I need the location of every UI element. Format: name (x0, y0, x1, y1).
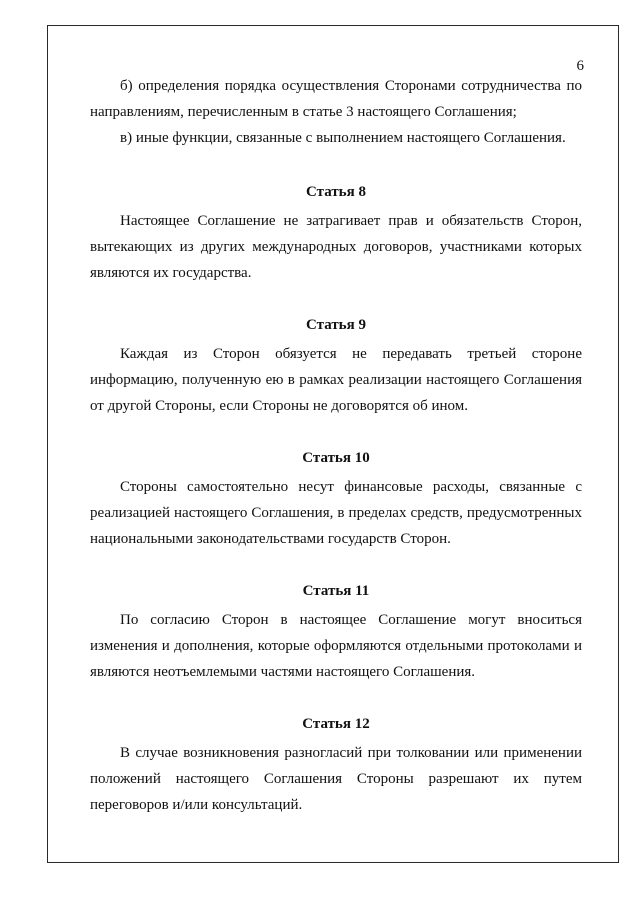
intro-paragraph-b: б) определения порядка осуществления Сторонами сотрудничества по направлениям, перечисленным в статье 3 настоящего Соглашения; (90, 78, 582, 120)
article-text: По согласию Сторон в настоящее Соглашение могут вноситься изменения и дополнения, которые оформляются отдельными протоколами и являются неотъемлемыми частями настоящего Соглашения. (90, 612, 582, 680)
article-title: Статья 12 (302, 716, 370, 732)
article-text: Настоящее Соглашение не затрагивает прав и обязательств Сторон, вытекающих из других международных договоров, участниками которых являются их государства. (90, 213, 582, 281)
article-title: Статья 8 (306, 184, 366, 200)
article-text: В случае возникновения разногласий при толковании или применении положений настоящего Соглашения Стороны разрешают их путем переговоров и/или консультаций. (90, 745, 582, 813)
article-title: Статья 9 (306, 317, 366, 333)
article-12 (90, 711, 582, 818)
article-11 (90, 578, 582, 685)
article-8 (90, 179, 582, 286)
page-number: 6 (576, 58, 584, 74)
article-text: Стороны самостоятельно несут финансовые расходы, связанные с реализацией настоящего Соглашения, в пределах средств, предусмотренных национальными законодательствами государств Сторон. (90, 479, 582, 547)
document-body (90, 73, 582, 818)
article-text: Каждая из Сторон обязуется не передавать третьей стороне информацию, полученную ею в рамках реализации настоящего Соглашения от другой Стороны, если Стороны не договорятся об ином. (90, 346, 582, 414)
article-10 (90, 445, 582, 552)
article-title: Статья 11 (302, 583, 370, 599)
article-9 (90, 312, 582, 419)
article-title: Статья 10 (302, 450, 370, 466)
intro-paragraph-c: в) иные функции, связанные с выполнением настоящего Соглашения. (120, 130, 566, 146)
